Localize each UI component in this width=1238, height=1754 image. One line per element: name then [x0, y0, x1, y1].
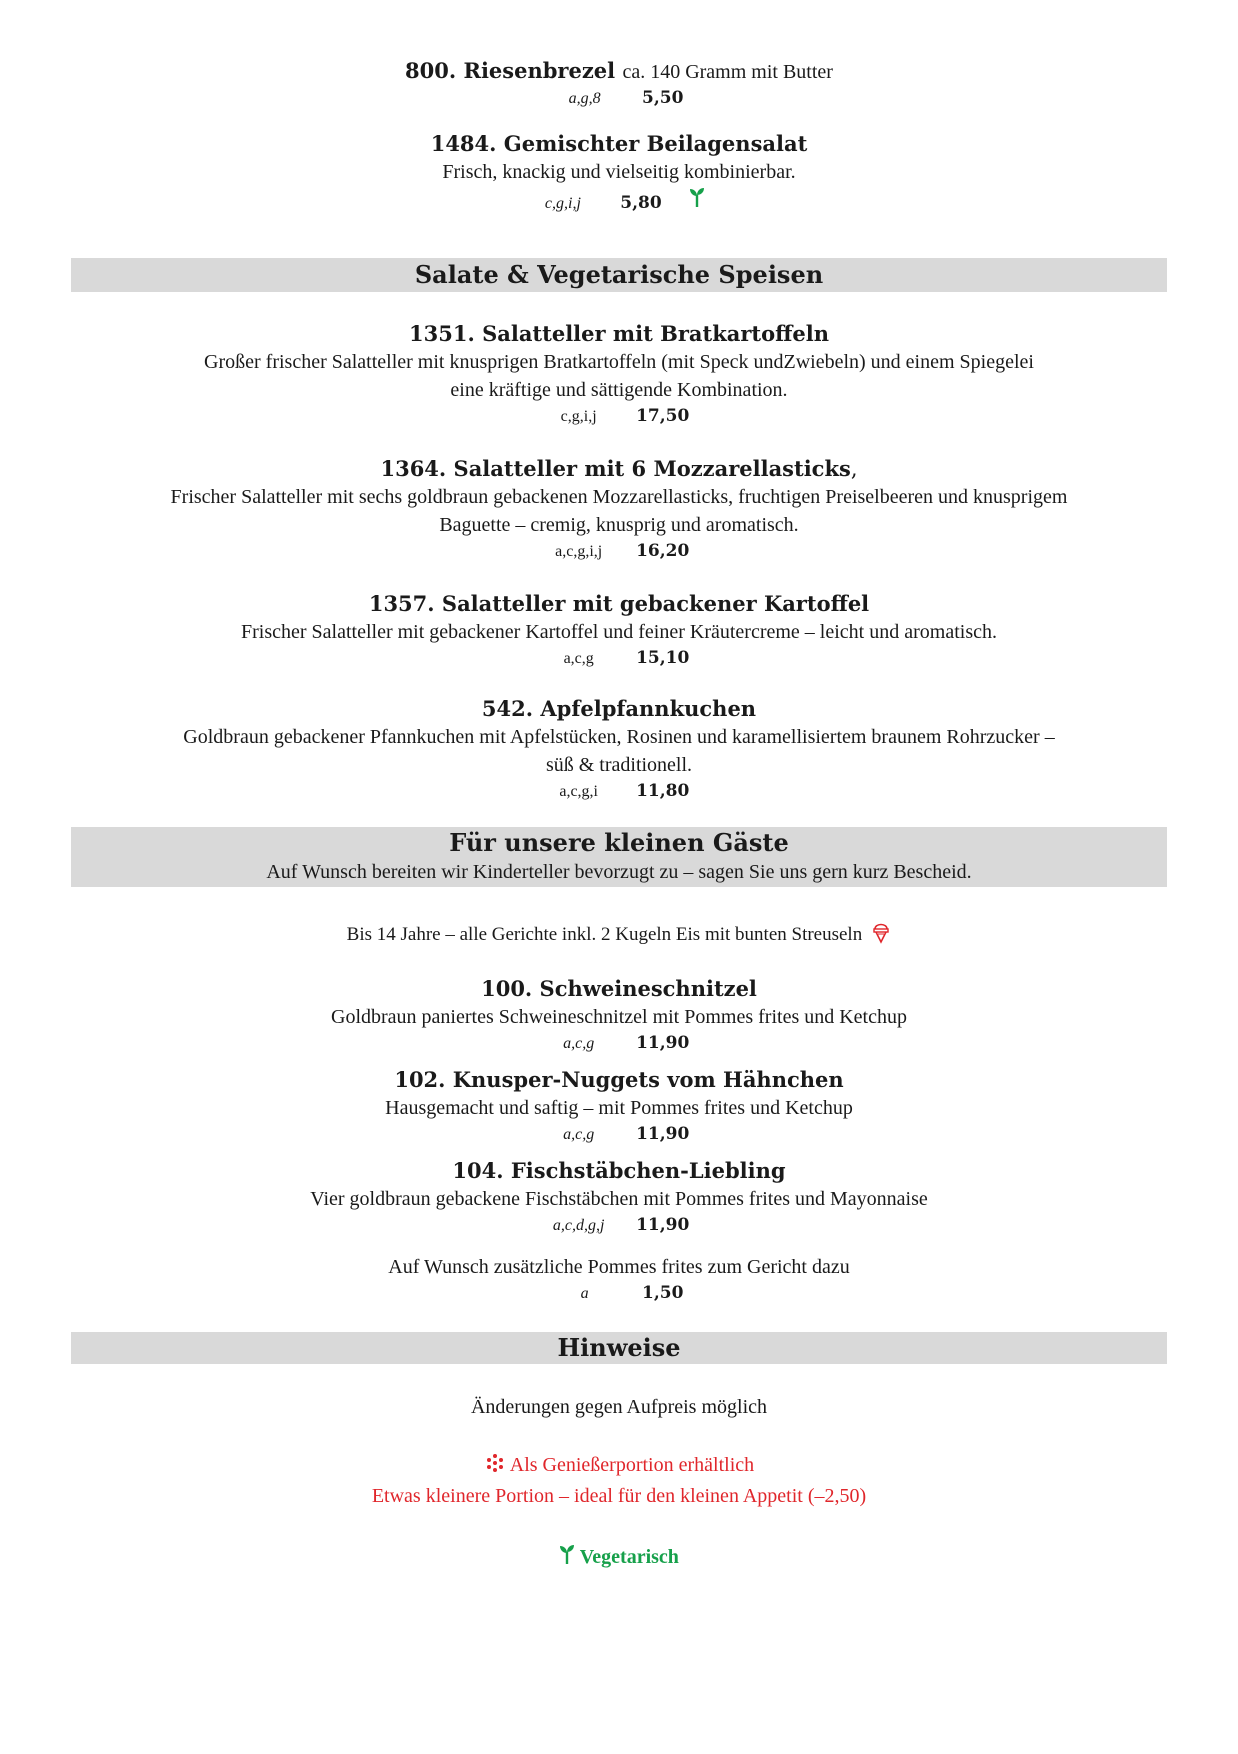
geniesser-title: Als Genießerportion erhältlich [509, 1454, 755, 1476]
allergens: a [580, 1285, 589, 1302]
item-title: 104. Fischstäbchen-Liebling [452, 1158, 786, 1183]
hinweis-vegetarisch [72, 1542, 1166, 1574]
price: 16,20 [636, 541, 690, 561]
allergens: a,c,g [563, 1126, 595, 1143]
menu-item-104 [72, 1157, 1166, 1238]
extra-pommes [72, 1253, 1166, 1306]
menu-item-1364 [72, 455, 1166, 564]
age-info-text: Bis 14 Jahre – alle Gerichte inkl. 2 Kugeln Eis mit bunten Streuseln [346, 924, 863, 945]
item-meta [72, 404, 1166, 429]
allergens: a,c,g,i,j [555, 543, 603, 560]
allergens: c,g,i,j [560, 408, 597, 425]
item-title: 100. Schweineschnitzel [481, 976, 757, 1001]
price: 15,10 [636, 648, 690, 668]
item-description-line1: Goldbraun gebackener Pfannkuchen mit Apfelstücken, Rosinen und karamellisiertem braunem Rohrzucker – [183, 726, 1055, 748]
item-title: 1357. Salatteller mit gebackener Kartoffel [368, 591, 870, 616]
price: 17,50 [636, 406, 690, 426]
extra-description: Auf Wunsch zusätzliche Pommes frites zum Gericht dazu [388, 1256, 850, 1278]
hinweis-aenderungen [72, 1393, 1166, 1421]
item-title: 1364. Salatteller mit 6 Mozzarellasticks [380, 456, 851, 481]
item-meta [72, 86, 1166, 111]
kinder-age-info [72, 920, 1166, 948]
geniesser-description: Etwas kleinere Portion – ideal für den kleinen Appetit (–2,50) [371, 1485, 867, 1507]
item-title: 542. Apfelpfannkuchen [481, 696, 757, 721]
item-meta [72, 1213, 1166, 1238]
allergens: a,c,g [563, 650, 594, 667]
change-note: Änderungen gegen Aufpreis möglich [470, 1396, 768, 1418]
item-description: Frisch, knackig und vielseitig kombinierbar. [442, 161, 796, 183]
item-description: Hausgemacht und saftig – mit Pommes frites und Ketchup [385, 1097, 853, 1119]
item-title: 1484. Gemischter Beilagensalat [430, 131, 808, 156]
hinweis-geniesserportion [72, 1451, 1166, 1510]
item-description: Goldbraun paniertes Schweineschnitzel mit Pommes frites und Ketchup [331, 1006, 907, 1028]
sprout-icon [559, 1542, 575, 1574]
section-title: Hinweise [557, 1333, 681, 1362]
item-meta [72, 779, 1166, 804]
menu-item-1357 [72, 590, 1166, 671]
item-description: Vier goldbraun gebackene Fischstäbchen mit Pommes frites und Mayonnaise [310, 1188, 928, 1210]
asterisk-cluster-icon [484, 1452, 506, 1482]
price: 1,50 [642, 1283, 684, 1303]
veg-label: Vegetarisch [579, 1546, 679, 1568]
item-meta [72, 1031, 1166, 1056]
item-title: 102. Knusper-Nuggets vom Hähnchen [394, 1067, 844, 1092]
item-description-line2: Baguette – cremig, knusprig und aromatisch. [439, 514, 799, 536]
section-note: Auf Wunsch bereiten wir Kinderteller bevorzugt zu – sagen Sie uns gern kurz Bescheid. [266, 861, 972, 883]
price: 11,90 [636, 1033, 690, 1053]
allergens: a,c,g,i [559, 783, 598, 800]
allergens: a,g,8 [568, 90, 601, 107]
item-meta [72, 539, 1166, 564]
allergens: c,g,i,j [544, 195, 581, 212]
item-title: 800. Riesenbrezel [405, 58, 616, 83]
price: 11,90 [636, 1215, 690, 1235]
item-description-line1: Großer frischer Salatteller mit knusprigen Bratkartoffeln (mit Speck undZwiebeln) und einem Spiegelei [204, 351, 1034, 373]
section-title: Salate & Vegetarische Speisen [414, 260, 824, 289]
item-description-line2: eine kräftige und sättigende Kombination. [450, 379, 788, 401]
menu-item-riesenbrezel [72, 57, 1166, 111]
item-meta [72, 186, 1166, 216]
item-title-suffix: , [850, 457, 858, 481]
section-header-hinweise [71, 1332, 1167, 1364]
item-description-line1: Frischer Salatteller mit gebackener Kartoffel und feiner Kräutercreme – leicht und aromatisch. [241, 621, 997, 643]
price: 11,80 [636, 781, 690, 801]
menu-item-beilagensalat [72, 130, 1166, 216]
item-title: 1351. Salatteller mit Bratkartoffeln [409, 321, 829, 346]
item-title-suffix: ca. 140 Gramm mit Butter [622, 61, 833, 83]
menu-item-100 [72, 975, 1166, 1056]
price: 11,90 [636, 1124, 690, 1144]
item-meta [72, 646, 1166, 671]
section-title: Für unsere kleinen Gäste [449, 828, 789, 857]
price: 5,80 [620, 193, 662, 213]
sprout-icon [689, 186, 705, 215]
item-meta [72, 1122, 1166, 1147]
menu-item-102 [72, 1066, 1166, 1147]
section-header-salate [71, 258, 1167, 292]
item-meta [72, 1281, 1166, 1306]
item-description-line1: Frischer Salatteller mit sechs goldbraun gebackenen Mozzarellasticks, fruchtigen Preiselbeeren und knusprigem [170, 486, 1068, 508]
section-header-kinder [71, 827, 1167, 887]
price: 5,50 [642, 88, 684, 108]
menu-item-1351 [72, 320, 1166, 429]
allergens: a,c,g [563, 1035, 595, 1052]
allergens: a,c,d,g,j [552, 1217, 605, 1234]
item-description-line2: süß & traditionell. [545, 754, 693, 776]
menu-item-542 [72, 695, 1166, 804]
ice-cream-icon [871, 920, 891, 948]
